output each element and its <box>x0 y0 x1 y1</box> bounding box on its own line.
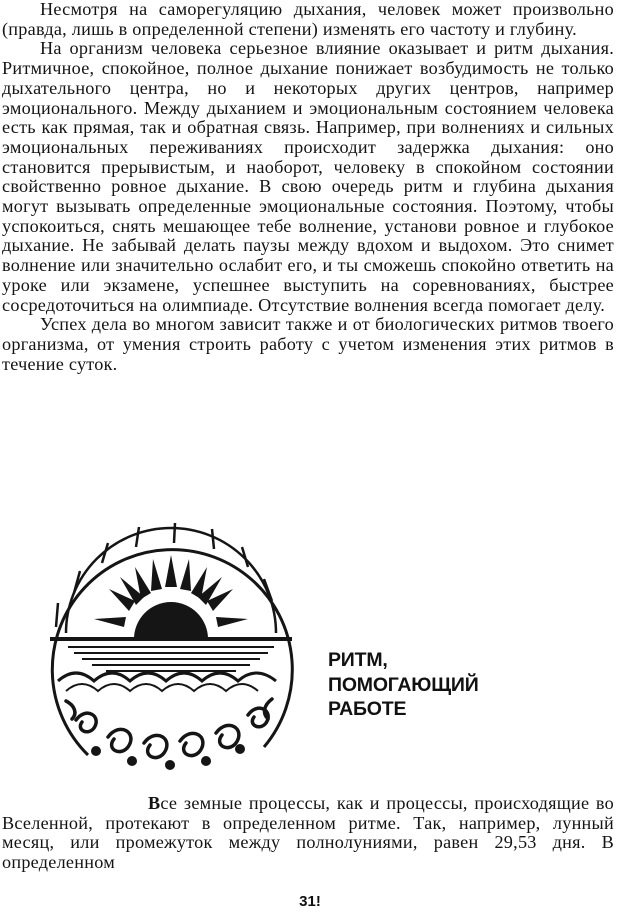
section-paragraph <box>2 794 614 873</box>
section-heading <box>328 648 558 722</box>
section-heading-line-1: РИТМ, <box>328 649 388 671</box>
section-heading-line-3: РАБОТЕ <box>328 698 407 720</box>
paragraph-2: На организм человека серьезное влияние оказывает и ритм дыхания. Ритмичное, спокойное, полное дыхание понижает возбудимость не только дыхательного центра, но и некоторых других центров, например эмоционального. Между дыханием и эмоциональным состоянием человека есть как прямая, так и обратная связь. Например, при волнениях и сильных эмоциональных переживаниях происходит задержка дыхания: оно становится прерывистым, и наоборот, человеку в спокойном состоянии свойственно ровное дыхание. В свою очередь ритм и глубина дыхания могут вызывать определенные эмоциональные состояния. Поэтому, чтобы успокоиться, снять мешающее тебе волнение, установи ровное и глубокое дыхание. Не забывай делать паузы между вдохом и выдохом. Это снимет волнение или значительно ослабит его, и ты сможешь спокойно ответить на уроке или экзамене, успешнее выступить на соревнованиях, быстрее сосредоточиться на олимпиаде. Отсутствие волнения всегда помогает делу. <box>2 38 614 315</box>
section-paragraph-text: се земные процессы, как и процессы, происходящие во Вселенной, протекают в определенном ритме. Так, например, лунный месяц, или промежуток между полнолуниями, равен 29,53 дня. В определенном <box>2 793 614 873</box>
section-body-text <box>2 794 614 873</box>
sun-rising-over-water-emblem-icon <box>36 515 306 785</box>
paragraph-3: Успех дела во многом зависит также и от биологических ритмов твоего организма, от умения строить работу с учетом изменения этих ритмов в течение суток. <box>2 314 614 374</box>
section-heading-line-2: ПОМОГАЮЩИЙ <box>328 673 479 696</box>
paragraph-1: Несмотря на саморегуляцию дыхания, человек может произвольно (правда, лишь в определенной степени) изменять его частоту и глубину. <box>2 0 614 39</box>
dropcap-letter: В <box>148 793 161 813</box>
page-number: 31! <box>299 893 321 910</box>
body-text <box>2 0 614 374</box>
